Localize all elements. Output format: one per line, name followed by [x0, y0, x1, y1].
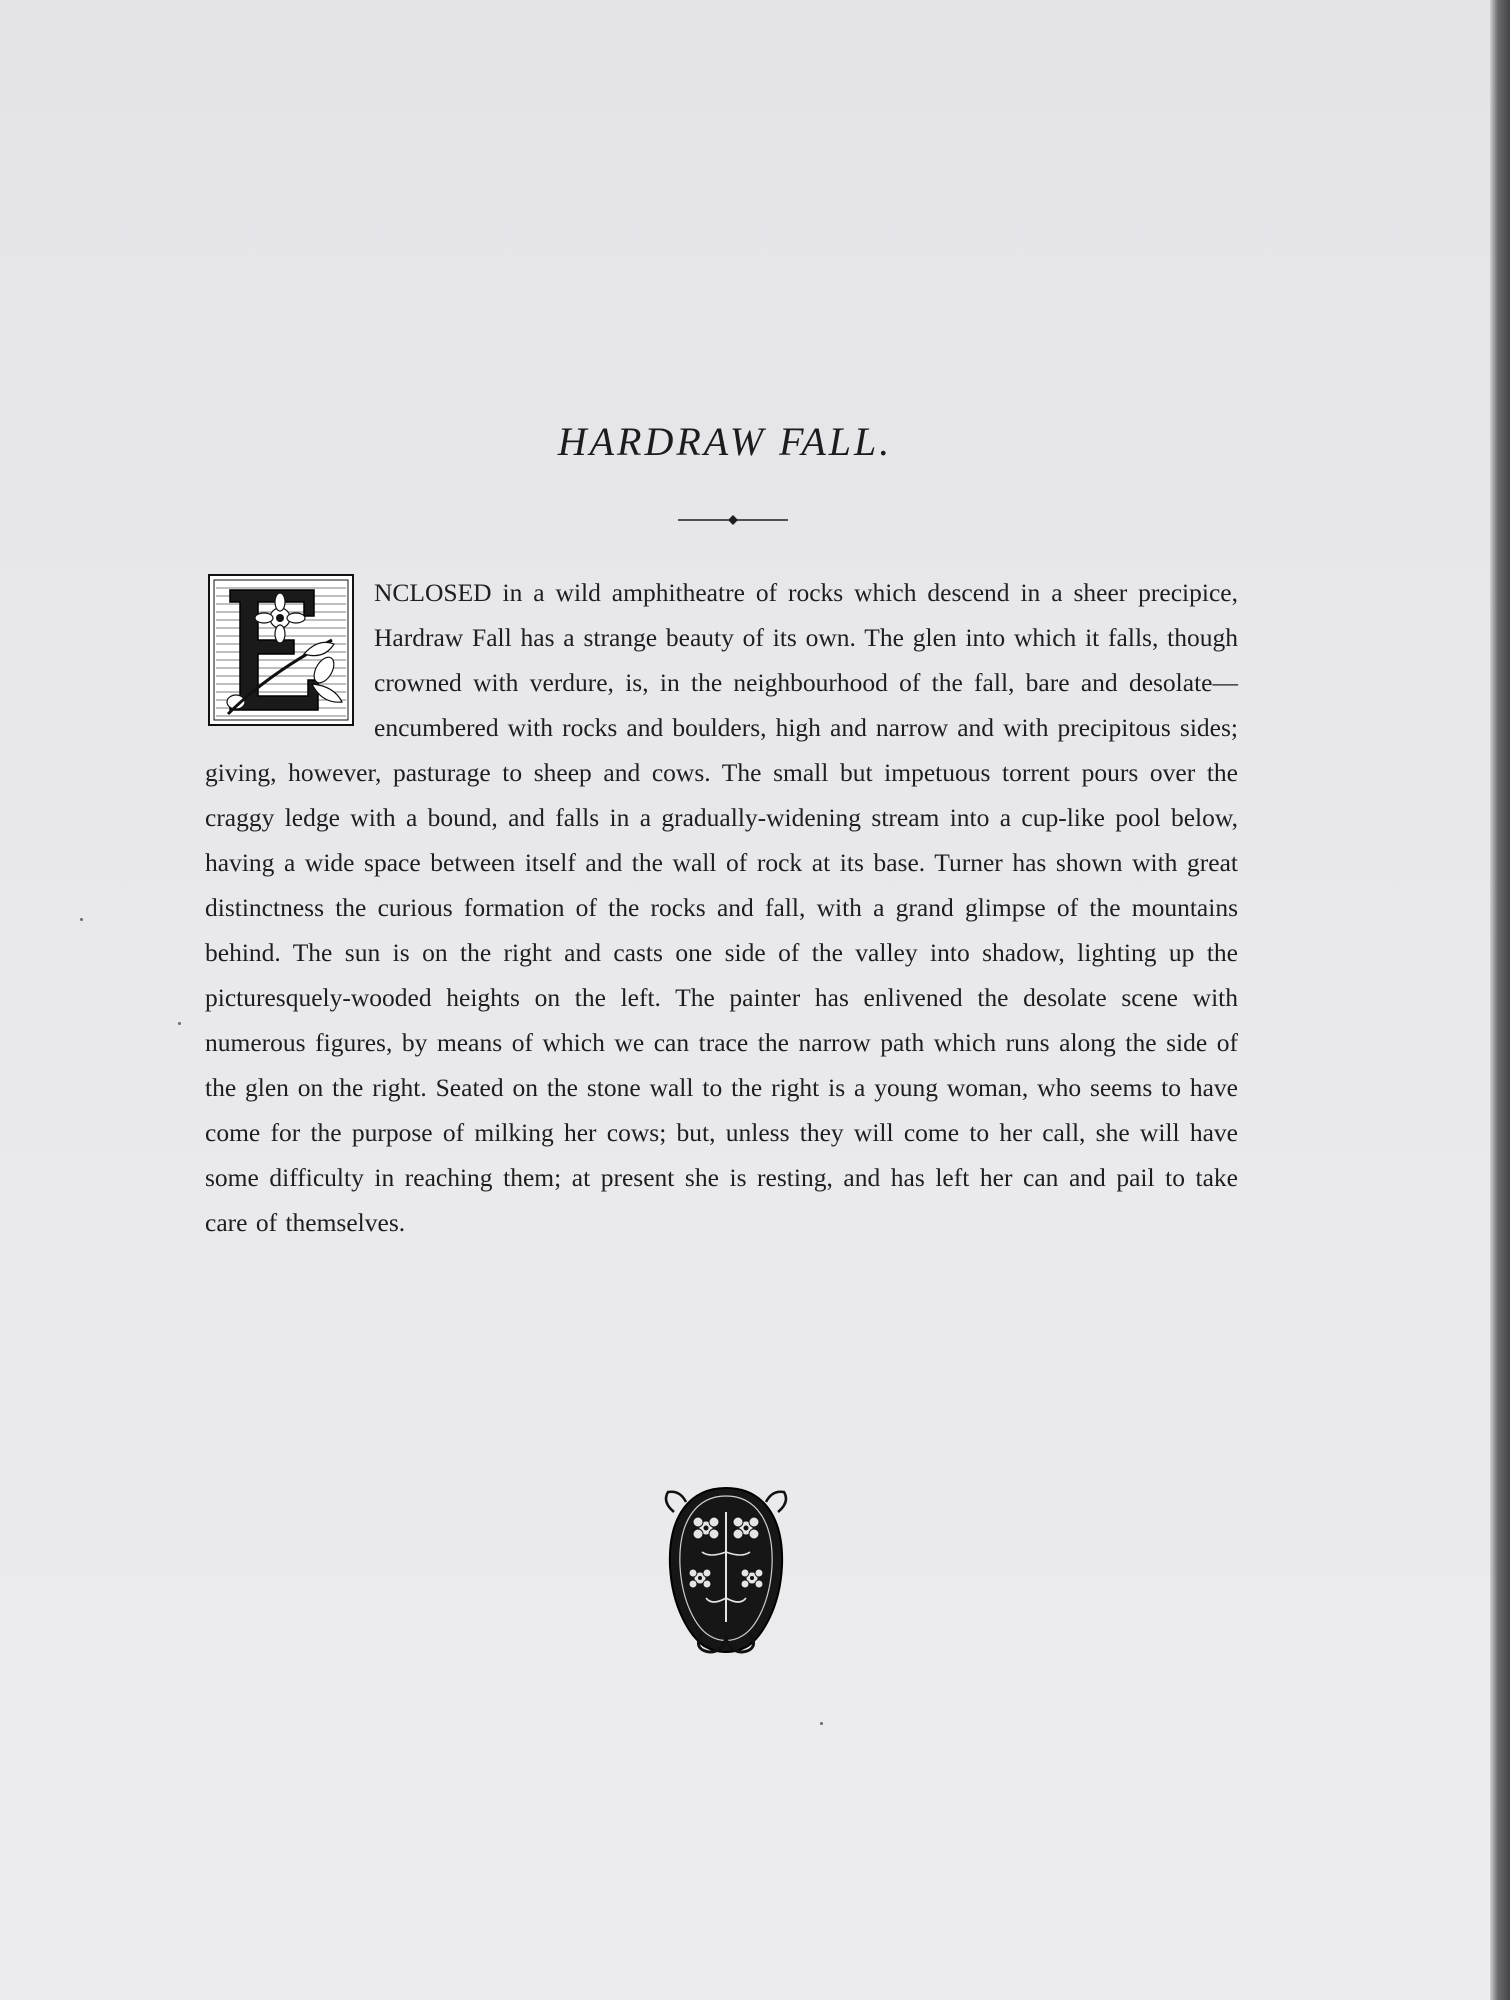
diamond-rule-icon [678, 513, 788, 527]
floral-shield-tailpiece-icon [662, 1482, 790, 1660]
paper-speck [820, 1722, 823, 1725]
article-paragraph: NCLOSED in a wild amphitheatre of rocks which descend in a sheer precipice, Hardraw Fall has a strange beauty of its own. The glen into which it falls, though crowned with verdure, is, in the neighbourhood of the fall, bare and desolate—encumbered with rocks and boulders, high and narrow and with precipitous sides; giving, however, pasturage to sheep and cows. The small but impetuous torrent pours over the craggy ledge with a bound, and falls in a gradually-widening stream into a cup-like pool below, having a wide space between itself and the wall of rock at its base. Turner has shown with great distinctness the curious formation of the rocks and fall, with a grand glimpse of the mountains behind. The sun is on the right and casts one side of the valley into shadow, lighting up the picturesquely-wooded heights on the left. The painter has enlivened the desolate scene with numerous figures, by means of which we can trace the narrow path which runs along the side of the glen on the right. Seated on the stone wall to the right is a young woman, who seems to have come for the purpose of milking her cows; but, unless they will come to her call, she will have some difficulty in reaching them; at present she is resting, and has left her can and pail to take care of themselves. [205, 578, 1238, 1237]
paper-speck [80, 918, 83, 921]
paper-speck [178, 1022, 181, 1025]
page-title: HARDRAW FALL. [557, 419, 893, 464]
page-edge-shadow [1490, 0, 1510, 2000]
article-body [205, 570, 1238, 1245]
floral-initial-E-icon [208, 574, 354, 726]
